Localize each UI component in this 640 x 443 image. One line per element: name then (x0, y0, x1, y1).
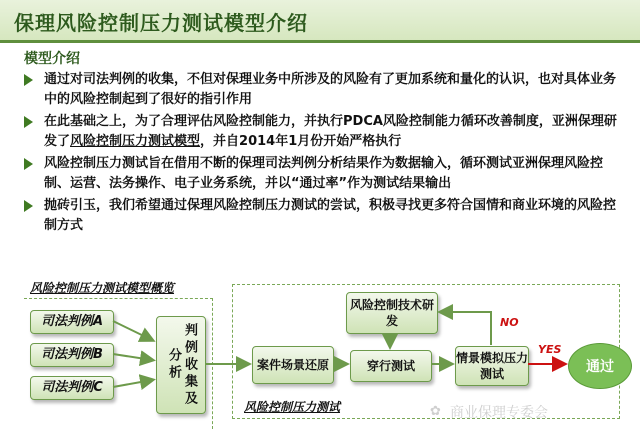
scenario-box: 案件场景还原 (252, 346, 334, 384)
stress-test-label: 风险控制压力测试 (244, 400, 341, 414)
collect-box: 判例收集及分析 (156, 316, 206, 414)
case-box-c: 司法判例C (30, 376, 114, 400)
simulation-box: 情景模拟压力测试 (455, 346, 529, 386)
bullet-text: 抛砖引玉，我们希望通过保理风险控制压力测试的尝试，积极寻找更多符合国情和商业环境的风险控制方式 (44, 198, 617, 233)
bullet-text: 在此基础之上，为了合理评估风险控制能力，并执行PDCA风险控制能力循环改善制度，亚洲保理研发了 (44, 114, 617, 149)
yes-label: YES (538, 343, 562, 356)
case-box-a: 司法判例A (30, 310, 114, 334)
pass-circle: 通过 (568, 343, 632, 389)
watermark: 商业保理专委会 (450, 405, 548, 421)
overview-label: 风险控制压力测试模型概览 (30, 281, 175, 295)
bullet-text-tail: ，并自2014年1月份开始严格执行 (200, 134, 402, 149)
tech-box: 风险控制技术研发 (346, 292, 438, 334)
bullet-underlined-text: 风险控制压力测试模型 (70, 134, 201, 149)
walkthrough-box: 穿行测试 (350, 350, 432, 382)
no-label: NO (500, 316, 519, 329)
bullet-text: 风险控制压力测试旨在借用不断的保理司法判例分析结果作为数据输入，循环测试亚洲保理风险控制、运营、法务操作、电子业务系统，并以“通过率”作为测试结果输出 (44, 156, 604, 191)
wechat-icon: ✿ (430, 404, 441, 419)
bullet-text: 通过对司法判例的收集，不但对保理业务中所涉及的风险有了更加系统和量化的认识，也对具体业务中的风险控制起到了很好的指引作用 (44, 72, 617, 107)
section-title: 模型介绍 (24, 51, 80, 67)
page-title: 保理风险控制压力测试模型介绍 (14, 11, 308, 35)
case-box-b: 司法判例B (30, 343, 114, 367)
